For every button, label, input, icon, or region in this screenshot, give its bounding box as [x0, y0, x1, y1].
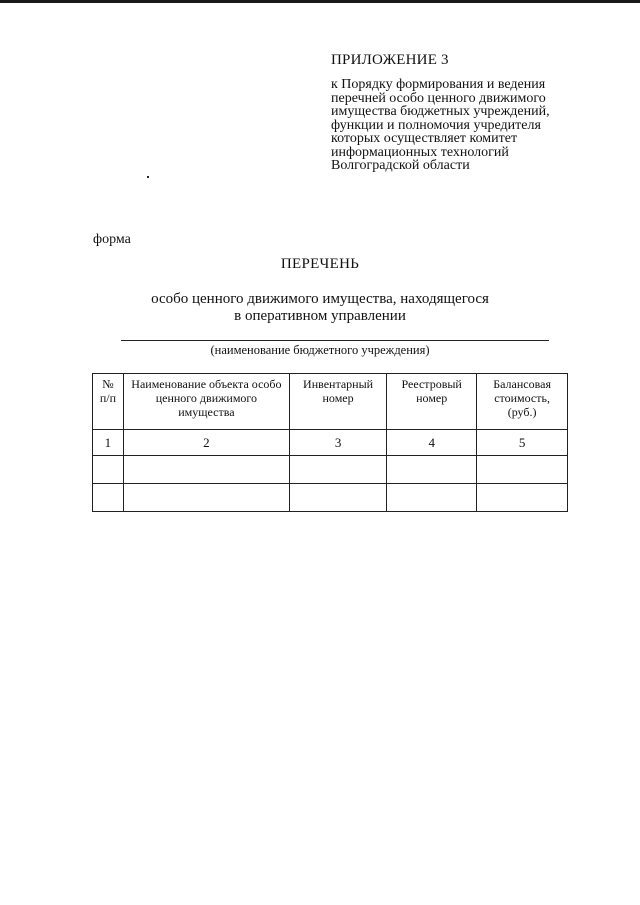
header-line: стоимость,: [494, 391, 550, 405]
header-book-value: [477, 374, 568, 430]
column-number: 1: [93, 430, 124, 456]
document-subtitle: [0, 291, 640, 325]
scan-speck: [147, 176, 149, 178]
subtitle-line: особо ценного движимого имущества, находящегося: [151, 291, 489, 307]
appendix-line: которых осуществляет комитет: [331, 131, 518, 146]
form-label: форма: [93, 232, 131, 247]
header-object-name: [123, 374, 289, 430]
header-line: ценного движимого: [155, 391, 258, 405]
table-cell: [123, 456, 289, 484]
column-number-row: [93, 430, 568, 456]
header-inventory-number: [289, 374, 386, 430]
page-top-edge: [0, 0, 640, 3]
appendix-description: [331, 78, 581, 173]
header-line: №: [102, 377, 114, 391]
property-table: [92, 373, 568, 512]
header-line: Инвентарный: [303, 377, 374, 391]
table-cell: [289, 484, 386, 512]
table-cell: [477, 484, 568, 512]
header-line: номер: [322, 391, 354, 405]
column-number: 3: [289, 430, 386, 456]
appendix-line: Волгоградской области: [331, 158, 470, 173]
appendix-line: перечней особо ценного движимого: [331, 90, 546, 106]
appendix-line: имущества бюджетных учреждений,: [331, 104, 550, 119]
institution-name-caption: (наименование бюджетного учреждения): [210, 343, 430, 357]
institution-name-line: [121, 340, 549, 341]
appendix-line: функции и полномочия учредителя: [331, 117, 541, 133]
column-number: 5: [477, 430, 568, 456]
header-line: Реестровый: [401, 377, 462, 391]
table-cell: [387, 456, 477, 484]
table-row: [93, 484, 568, 512]
subtitle-line: в оперативном управлении: [234, 308, 406, 324]
header-registry-number: [387, 374, 477, 430]
header-line: номер: [416, 391, 448, 405]
table-cell: [93, 484, 124, 512]
table-cell: [289, 456, 386, 484]
header-line: (руб.): [507, 405, 537, 419]
appendix-title: ПРИЛОЖЕНИЕ 3: [331, 52, 449, 68]
header-line: Наименование объекта особо: [131, 377, 282, 391]
appendix-line: к Порядку формирования и ведения: [331, 77, 546, 92]
header-line: п/п: [99, 391, 117, 405]
table-cell: [93, 456, 124, 484]
appendix-line: информационных технологий: [331, 144, 509, 160]
table-cell: [123, 484, 289, 512]
table-cell: [477, 456, 568, 484]
header-line: Балансовая: [493, 377, 551, 391]
header-number: [93, 374, 124, 430]
header-line: имущества: [178, 405, 235, 419]
column-number: 4: [387, 430, 477, 456]
column-number: 2: [123, 430, 289, 456]
table-row: [93, 456, 568, 484]
table-cell: [387, 484, 477, 512]
table-header-row: [93, 374, 568, 430]
document-title: ПЕРЕЧЕНЬ: [280, 256, 360, 272]
